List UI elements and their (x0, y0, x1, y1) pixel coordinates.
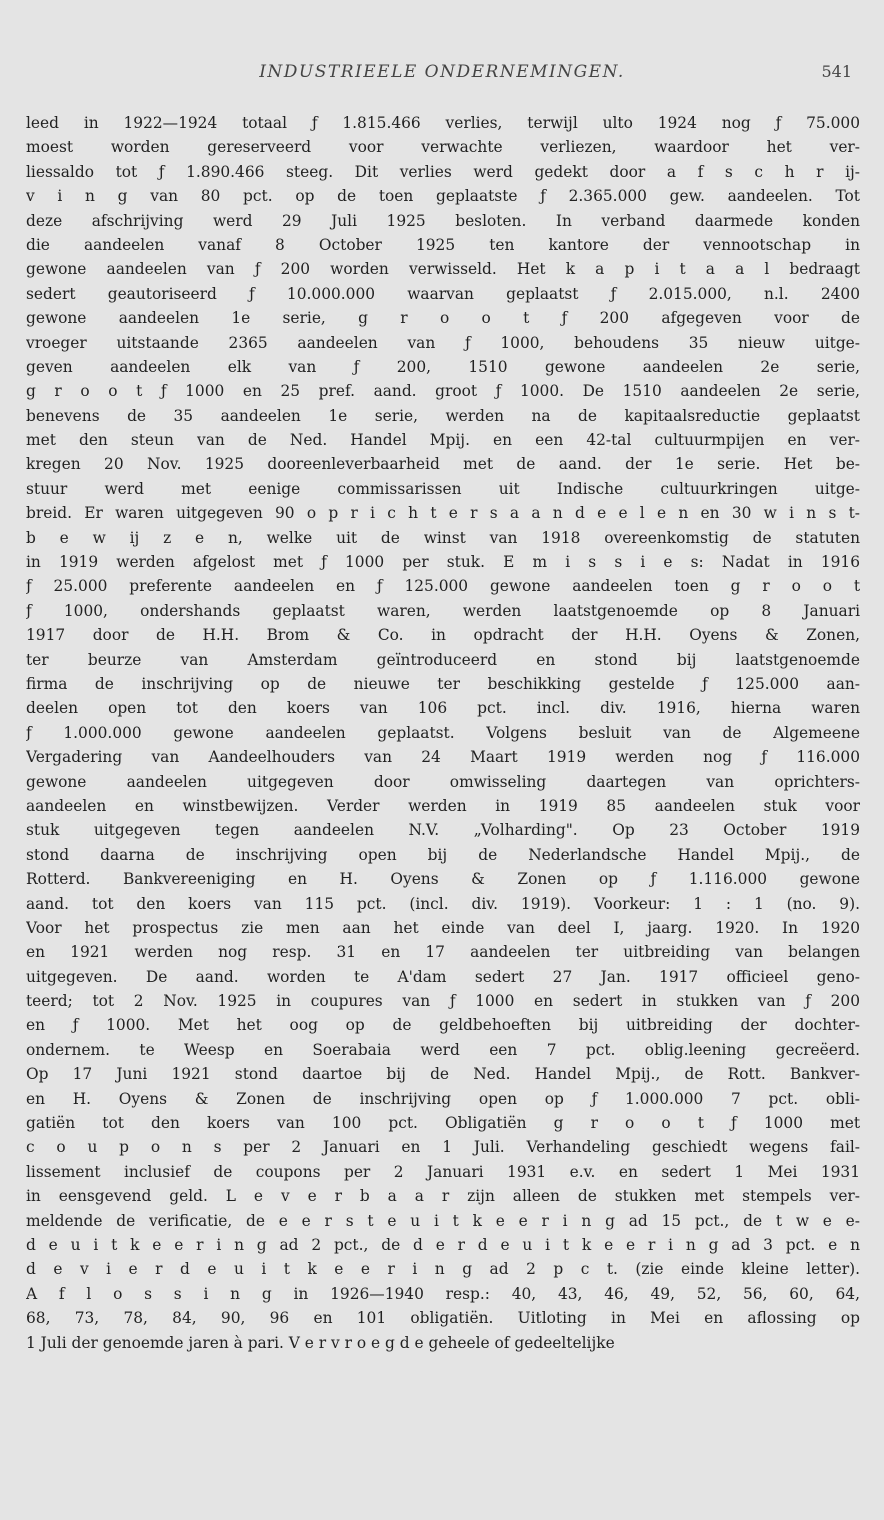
text-line: Voor het prospectus zie men aan het einde van deel I, jaarg. 1920. In 1920 (26, 918, 860, 937)
text-line: stuk uitgegeven tegen aandeelen N.V. „Volharding". Op 23 October 1919 (26, 821, 860, 840)
text-line: d e u i t k e e r i n g ad 2 pct., de d e r d e u i t k e e r i n g ad 3 pct. e n (26, 1235, 860, 1254)
text-line: ƒ 1000, ondershands geplaatst waren, werden laatstgenoemde op 8 Januari (26, 601, 860, 620)
text-line: liessaldo tot ƒ 1.890.466 steeg. Dit verlies werd gedekt door a f s c h r ij- (26, 162, 860, 181)
text-line: stuur werd met eenige commissarissen uit Indische cultuurkringen uitge- (26, 479, 860, 498)
text-line: Rotterd. Bankvereeniging en H. Oyens & Zonen op ƒ 1.116.000 gewone (26, 870, 860, 889)
body-text (26, 111, 860, 1355)
text-line: A f l o s s i n g in 1926—1940 resp.: 40, 43, 46, 49, 52, 56, 60, 64, (26, 1284, 860, 1303)
text-line: vroeger uitstaande 2365 aandeelen van ƒ 1000, behoudens 35 nieuw uitge- (26, 333, 860, 352)
text-line: die aandeelen vanaf 8 October 1925 ten kantore der vennootschap in (26, 235, 860, 254)
text-line: leed in 1922—1924 totaal ƒ 1.815.466 verlies, terwijl ulto 1924 nog ƒ 75.000 (26, 114, 860, 132)
text-line: Op 17 Juni 1921 stond daartoe bij de Ned. Handel Mpij., de Rott. Bankver- (26, 1065, 860, 1084)
text-line: en ƒ 1000. Met het oog op de geldbehoeften bij uitbreiding der dochter- (26, 1016, 860, 1035)
text-line: moest worden gereserveerd voor verwachte verliezen, waardoor het ver- (26, 138, 860, 157)
text-line: g r o o t ƒ 1000 en 25 pref. aand. groot ƒ 1000. De 1510 aandeelen 2e serie, (26, 382, 860, 401)
text-line: kregen 20 Nov. 1925 dooreenleverbaarheid met de aand. der 1e serie. Het be- (26, 455, 860, 474)
text-line: deelen open tot den koers van 106 pct. incl. div. 1916, hierna waren (26, 699, 860, 718)
text-line: met den steun van de Ned. Handel Mpij. en een 42-tal cultuurmpijen en ver- (26, 431, 860, 450)
text-line: gewone aandeelen 1e serie, g r o o t ƒ 200 afgegeven voor de (26, 309, 860, 328)
text-line: en H. Oyens & Zonen de inschrijving open op ƒ 1.000.000 7 pct. obli- (26, 1089, 860, 1108)
text-line: ƒ 25.000 preferente aandeelen en ƒ 125.000 gewone aandeelen toen g r o o t (26, 577, 860, 596)
text-line: benevens de 35 aandeelen 1e serie, werden na de kapitaalsreductie geplaatst (26, 406, 860, 425)
text-line: uitgegeven. De aand. worden te A'dam sedert 27 Jan. 1917 officieel geno- (26, 967, 860, 986)
text-line: Vergadering van Aandeelhouders van 24 Maart 1919 werden nog ƒ 116.000 (26, 748, 860, 767)
text-line: ondernem. te Weesp en Soerabaia werd een 7 pct. oblig.leening gecreëerd. (26, 1040, 860, 1059)
text-line: firma de inschrijving op de nieuwe ter beschikking gestelde ƒ 125.000 aan- (26, 674, 860, 693)
text-line: en 1921 werden nog resp. 31 en 17 aandeelen ter uitbreiding van belangen (26, 943, 860, 962)
text-line: gewone aandeelen van ƒ 200 worden verwisseld. Het k a p i t a a l bedraagt (26, 260, 860, 279)
text-line: 1 Juli der genoemde jaren à pari. V e r v r o e g d e geheele of gedeeltelijke (26, 1333, 615, 1352)
text-line: deze afschrijving werd 29 Juli 1925 besloten. In verband daarmede konden (26, 211, 860, 230)
text-line: teerd; tot 2 Nov. 1925 in coupures van ƒ 1000 en sedert in stukken van ƒ 200 (26, 992, 860, 1011)
text-line: c o u p o n s per 2 Januari en 1 Juli. Verhandeling geschiedt wegens fail- (26, 1138, 860, 1157)
text-line: ƒ 1.000.000 gewone aandeelen geplaatst. Volgens besluit van de Algemeene (26, 723, 860, 742)
text-line: aandeelen en winstbewijzen. Verder werden in 1919 85 aandeelen stuk voor (26, 796, 860, 815)
text-line: geven aandeelen elk van ƒ 200, 1510 gewone aandeelen 2e serie, (26, 357, 860, 376)
text-line: b e w ij z e n, welke uit de winst van 1918 overeenkomstig de statuten (26, 528, 860, 547)
text-line: ter beurze van Amsterdam geïntroduceerd en stond bij laatstgenoemde (26, 650, 860, 669)
text-line: gewone aandeelen uitgegeven door omwisseling daartegen van oprichters- (26, 772, 860, 791)
text-line: in 1919 werden afgelost met ƒ 1000 per stuk. E m i s s i e s: Nadat in 1916 (26, 553, 860, 572)
text-line: v i n g van 80 pct. op de toen geplaatste ƒ 2.365.000 gew. aandeelen. Tot (26, 187, 860, 206)
text-line: d e v i e r d e u i t k e e r i n g ad 2 p c t. (zie einde kleine letter). (26, 1260, 860, 1279)
text-line: aand. tot den koers van 115 pct. (incl. div. 1919). Voorkeur: 1 : 1 (no. 9). (26, 894, 860, 913)
text-line: gatiën tot den koers van 100 pct. Obligatiën g r o o t ƒ 1000 met (26, 1114, 860, 1133)
text-line: 68, 73, 78, 84, 90, 96 en 101 obligatiën. Uitloting in Mei en aflossing op (26, 1309, 860, 1328)
text-line: in eensgevend geld. L e v e r b a a r zijn alleen de stukken met stempels ver- (26, 1187, 860, 1206)
text-line: breid. Er waren uitgegeven 90 o p r i c h t e r s a a n d e e l e n en 30 w i n s t- (26, 504, 860, 523)
text-line: lissement inclusief de coupons per 2 Januari 1931 e.v. en sedert 1 Mei 1931 (26, 1162, 860, 1181)
page-header (0, 62, 884, 88)
running-title: INDUSTRIEELE ONDERNEMINGEN. (259, 62, 625, 82)
text-line: meldende de verificatie, de e e r s t e u i t k e e r i n g ad 15 pct., de t w e e- (26, 1211, 860, 1230)
text-line: stond daarna de inschrijving open bij de Nederlandsche Handel Mpij., de (26, 845, 860, 864)
text-line: 1917 door de H.H. Brom & Co. in opdracht der H.H. Oyens & Zonen, (26, 626, 860, 645)
page-number: 541 (821, 62, 852, 81)
text-line: sedert geautoriseerd ƒ 10.000.000 waarvan geplaatst ƒ 2.015.000, n.l. 2400 (26, 284, 860, 303)
